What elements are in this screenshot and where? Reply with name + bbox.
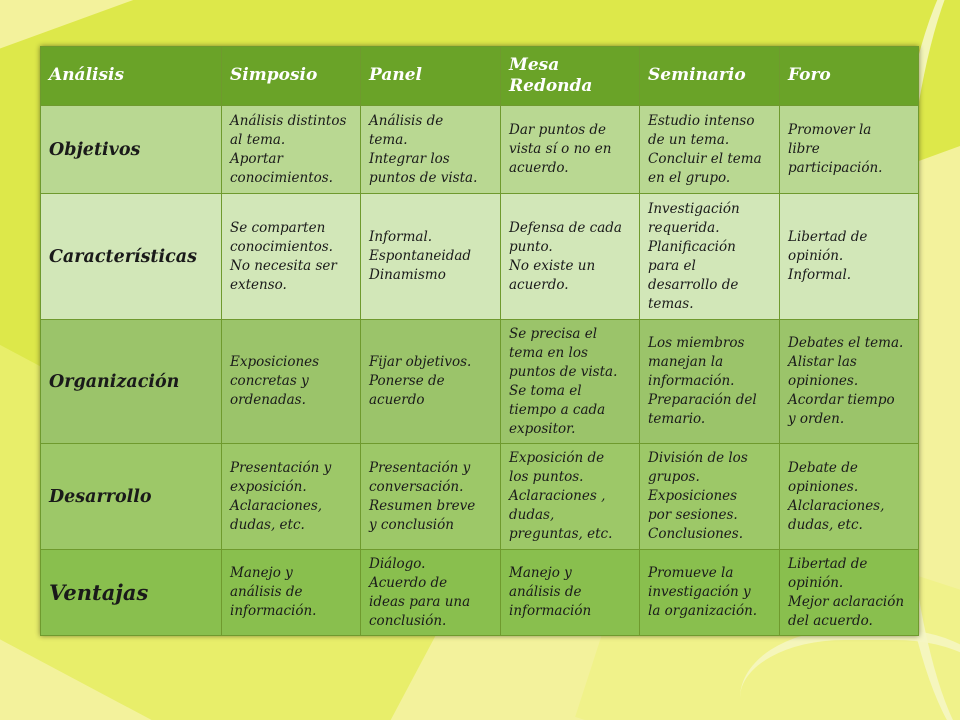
row-label: Organización [41,320,222,444]
table-cell: Defensa de cada punto. No existe un acuerdo. [501,194,640,320]
table-cell: Libertad de opinión. Mejor aclaración del acuerdo. [780,550,919,636]
table-row-caracteristicas [41,194,919,320]
table-cell: Fijar objetivos. Ponerse de acuerdo [361,320,501,444]
header-cell-analisis: Análisis [41,47,222,106]
table-cell: Diálogo. Acuerdo de ideas para una conclusión. [361,550,501,636]
table-cell: Análisis distintos al tema. Aportar conocimientos. [222,106,361,194]
table-cell: Se precisa el tema en los puntos de vista. Se toma el tiempo a cada expositor. [501,320,640,444]
table-cell: Informal. Espontaneidad Dinamismo [361,194,501,320]
header-cell-seminario: Seminario [640,47,780,106]
table-cell: Dar puntos de vista sí o no en acuerdo. [501,106,640,194]
table-cell: Análisis de tema. Integrar los puntos de vista. [361,106,501,194]
table-cell: Exposición de los puntos. Aclaraciones , dudas, preguntas, etc. [501,444,640,550]
table-cell: Manejo y análisis de información. [222,550,361,636]
table-cell: Presentación y conversación. Resumen breve y conclusión [361,444,501,550]
table-row-desarrollo [41,444,919,550]
table-cell: Debate de opiniones. Alclaraciones, dudas, etc. [780,444,919,550]
comparison-table [40,46,919,636]
table-cell: Libertad de opinión. Informal. [780,194,919,320]
table-row-objetivos [41,106,919,194]
row-label: Características [41,194,222,320]
table-cell: División de los grupos. Exposiciones por sesiones. Conclusiones. [640,444,780,550]
table-header-row [41,47,919,106]
row-label: Objetivos [41,106,222,194]
table-cell: Manejo y análisis de información [501,550,640,636]
table-cell: Promueve la investigación y la organización. [640,550,780,636]
header-cell-simposio: Simposio [222,47,361,106]
table-cell: Promover la libre participación. [780,106,919,194]
table-cell: Se comparten conocimientos. No necesita ser extenso. [222,194,361,320]
table-cell: Estudio intenso de un tema. Concluir el tema en el grupo. [640,106,780,194]
table-cell: Investigación requerida. Planificación para el desarrollo de temas. [640,194,780,320]
table-row-organizacion [41,320,919,444]
table-cell: Presentación y exposición. Aclaraciones, dudas, etc. [222,444,361,550]
header-cell-panel: Panel [361,47,501,106]
row-label: Desarrollo [41,444,222,550]
table-cell: Debates el tema. Alistar las opiniones. Acordar tiempo y orden. [780,320,919,444]
table-row-ventajas [41,550,919,636]
table-cell: Los miembros manejan la información. Preparación del temario. [640,320,780,444]
row-label: Ventajas [41,550,222,636]
header-cell-foro: Foro [780,47,919,106]
header-cell-mesa-redonda: Mesa Redonda [501,47,640,106]
table-cell: Exposiciones concretas y ordenadas. [222,320,361,444]
